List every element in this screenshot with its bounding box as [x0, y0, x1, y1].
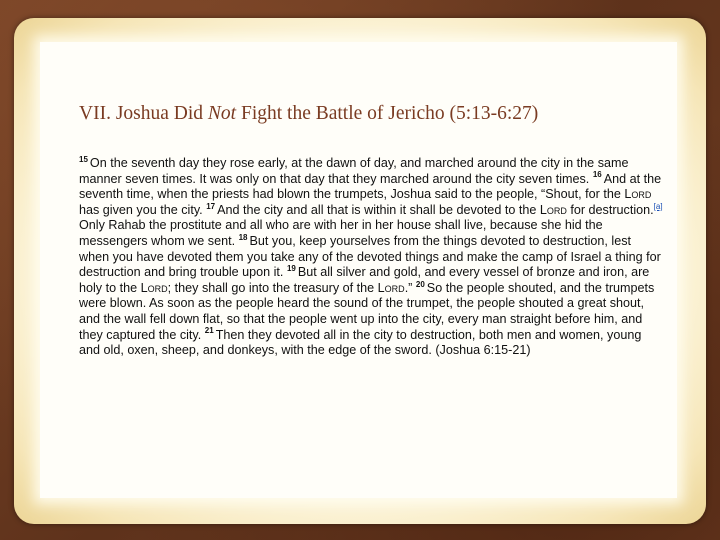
title-emphasis: Not [207, 103, 237, 124]
verse-21-text: Then they devoted all in the city to destruction, both men and women, young and old, oxen, sheep, and donkeys, with the edge of the sword. (Joshua 6:15-21) [79, 327, 642, 358]
verse-number-21: 21 [204, 326, 214, 336]
divine-name: Lord [377, 280, 405, 295]
verse-19-text-b: ; they shall go into the treasury of the [167, 280, 378, 295]
verse-17-text-a: And the city and all that is within it shall be devoted to the [217, 202, 540, 217]
verse-number-15: 15 [79, 154, 88, 164]
footnote-link[interactable]: [a] [653, 201, 663, 211]
verse-20-text: So the people shouted, and the trumpets were blown. As soon as the people heard the sound of the trumpet, the people shouted a great shout, and the wall fell down flat, so that the people went up into the city, every man straight before him, and they captured the city. [79, 280, 655, 342]
divine-name: Lord [140, 280, 168, 295]
title-prefix: VII. Joshua Did [79, 103, 208, 124]
verse-15-text: On the seventh day they rose early, at the dawn of day, and marched around the city in the same manner seven times. It was only on that day that they marched around the city seven times. [79, 156, 629, 186]
verse-17-text-b: for destruction. [566, 202, 654, 217]
scripture-passage [79, 156, 664, 359]
verse-19-text-a: But all silver and gold, and every vessel of bronze and iron, are holy to the [79, 265, 650, 295]
verse-16-text-b: has given you the city. [79, 202, 203, 217]
title-suffix: Fight the Battle of Jericho (5:13-6:27) [236, 103, 539, 124]
verse-number-20: 20 [415, 279, 425, 289]
verse-18-text: But you, keep yourselves from the things devoted to destruction, lest when you have devoted them you take any of the devoted things and make the camp of Israel a thing for destruction and bring trouble upon it. [79, 233, 661, 280]
verse-number-19: 19 [286, 263, 296, 273]
verse-number-16: 16 [592, 170, 602, 180]
verse-17-text-c: Only Rahab the prostitute and all who are with her in her house shall live, because she hid the messengers whom we sent. [79, 218, 603, 248]
verse-number-18: 18 [238, 232, 248, 242]
verse-16-text-a: And at the seventh time, when the priests had blown the trumpets, Joshua said to the people, “Shout, for the [79, 171, 662, 202]
verse-19-text-c: .” [404, 280, 413, 295]
divine-name: Lord [539, 202, 567, 217]
divine-name: Lord [624, 187, 652, 202]
slide-title [79, 103, 538, 125]
verse-number-17: 17 [206, 201, 216, 211]
